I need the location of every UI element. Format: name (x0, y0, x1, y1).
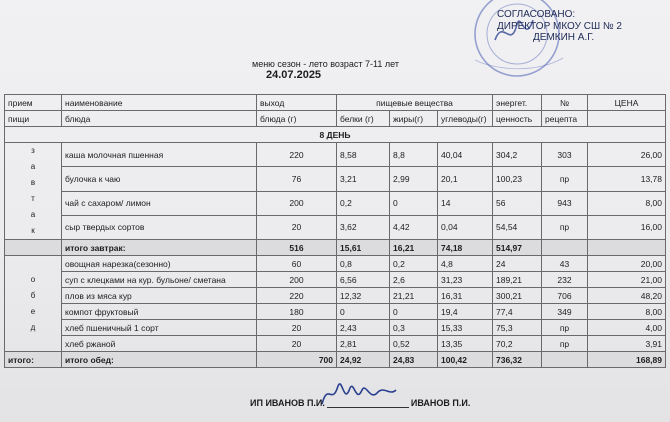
dish-price: 13,78 (588, 167, 666, 191)
dish-recipe: пр (542, 320, 588, 336)
dish-energy: 24 (493, 256, 542, 272)
lunch-total-row (5, 352, 666, 368)
dish-protein: 3,21 (337, 167, 390, 191)
dish-recipe: 349 (542, 304, 588, 320)
day-row (5, 127, 666, 143)
dish-yield: 220 (257, 288, 337, 304)
table-row (5, 320, 666, 336)
dish-name: суп с клецками на кур. бульоне/ сметана (62, 272, 257, 288)
dish-yield: 200 (257, 191, 337, 215)
menu-table (4, 94, 666, 368)
dish-price: 48,20 (588, 288, 666, 304)
total-yield: 700 (257, 352, 337, 368)
dish-protein: 3,62 (337, 215, 390, 239)
dish-name: плов из мяса кур (62, 288, 257, 304)
dish-fat: 0 (390, 304, 438, 320)
table-row (5, 256, 666, 272)
total-label: итого обед: (62, 352, 257, 368)
menu-title: меню сезон - лето возраст 7-11 лет (252, 59, 399, 69)
header-price-2 (588, 111, 666, 127)
dish-protein: 2,43 (337, 320, 390, 336)
dish-energy: 189,21 (493, 272, 542, 288)
table-row (5, 336, 666, 352)
day-label: 8 ДЕНЬ (5, 127, 666, 143)
dish-fat: 2,6 (390, 272, 438, 288)
dish-yield: 60 (257, 256, 337, 272)
dish-name: овощная нарезка(сезонно) (62, 256, 257, 272)
dish-protein: 6,56 (337, 272, 390, 288)
signature-line (250, 398, 470, 408)
dish-protein: 0,2 (337, 191, 390, 215)
total-spacer (5, 240, 62, 256)
dish-energy: 70,2 (493, 336, 542, 352)
total-price: 168,89 (588, 352, 666, 368)
dish-energy: 100,23 (493, 167, 542, 191)
dish-carbs: 20,1 (438, 167, 493, 191)
total-carbs: 100,42 (438, 352, 493, 368)
header-recipe: № (542, 95, 588, 111)
dish-fat: 0 (390, 191, 438, 215)
total-protein: 15,61 (337, 240, 390, 256)
dish-yield: 220 (257, 143, 337, 167)
total-energy: 736,32 (493, 352, 542, 368)
table-row (5, 167, 666, 191)
lunch-label: о б е д (5, 256, 62, 352)
dish-price: 20,00 (588, 256, 666, 272)
dish-fat: 8,8 (390, 143, 438, 167)
dish-price: 3,91 (588, 336, 666, 352)
dish-price: 16,00 (588, 215, 666, 239)
dish-price: 21,00 (588, 272, 666, 288)
dish-energy: 54,54 (493, 215, 542, 239)
dish-name: компот фруктовый (62, 304, 257, 320)
header-yield-2: блюда (г) (257, 111, 337, 127)
dish-yield: 200 (257, 272, 337, 288)
dish-name: каша молочная пшенная (62, 143, 257, 167)
header-row-2 (5, 111, 666, 127)
dish-yield: 180 (257, 304, 337, 320)
header-meal: прием (5, 95, 62, 111)
header-yield: выход (257, 95, 337, 111)
dish-price: 26,00 (588, 143, 666, 167)
menu-date: 24.07.2025 (266, 69, 322, 81)
dish-carbs: 13,35 (438, 336, 493, 352)
dish-price: 4,00 (588, 320, 666, 336)
dish-fat: 2,99 (390, 167, 438, 191)
dish-name: хлеб ржаной (62, 336, 257, 352)
dish-energy: 304,2 (493, 143, 542, 167)
dish-recipe: 303 (542, 143, 588, 167)
dish-recipe: 943 (542, 191, 588, 215)
header-recipe-2: рецепта (542, 111, 588, 127)
header-nutrients: пищевые вещества (337, 95, 493, 111)
header-price: ЦЕНА (588, 95, 666, 111)
total-price (588, 240, 666, 256)
dish-recipe: пр (542, 215, 588, 239)
dish-recipe: 706 (542, 288, 588, 304)
dish-carbs: 4,8 (438, 256, 493, 272)
dish-fat: 4,42 (390, 215, 438, 239)
dish-name: булочка к чаю (62, 167, 257, 191)
dish-carbs: 40,04 (438, 143, 493, 167)
dish-carbs: 0,04 (438, 215, 493, 239)
dish-price: 8,00 (588, 304, 666, 320)
approval-block (497, 9, 622, 44)
signature-underline (327, 407, 409, 408)
header-energy-2: ценность (493, 111, 542, 127)
dish-fat: 0,3 (390, 320, 438, 336)
header-protein: белки (г) (337, 111, 390, 127)
dish-protein: 0 (337, 304, 390, 320)
approval-heading: СОГЛАСОВАНО: (497, 9, 576, 20)
table-row (5, 215, 666, 239)
breakfast-label: з а в т а к (5, 143, 62, 240)
header-fat: жиры(г) (390, 111, 438, 127)
dish-carbs: 14 (438, 191, 493, 215)
dish-name: сыр твердых сортов (62, 215, 257, 239)
header-dish-2: блюда (62, 111, 257, 127)
dish-carbs: 15,33 (438, 320, 493, 336)
table-row (5, 191, 666, 215)
dish-carbs: 19,4 (438, 304, 493, 320)
dish-energy: 75,3 (493, 320, 542, 336)
signature-left: ИП ИВАНОВ П.И. (250, 398, 325, 408)
dish-energy: 77,4 (493, 304, 542, 320)
dish-protein: 8,58 (337, 143, 390, 167)
grand-total-label: итого: (5, 352, 62, 368)
total-recipe (542, 352, 588, 368)
dish-protein: 12,32 (337, 288, 390, 304)
table-row (5, 288, 666, 304)
header-row-1 (5, 95, 666, 111)
dish-yield: 20 (257, 215, 337, 239)
approval-position: ДИРЕКТОР МКОУ СШ № 2 (497, 20, 622, 32)
total-protein: 24,92 (337, 352, 390, 368)
total-label: итого завтрак: (62, 240, 257, 256)
header-meal-2: пищи (5, 111, 62, 127)
total-fat: 24,83 (390, 352, 438, 368)
table-row (5, 143, 666, 167)
breakfast-total-row (5, 240, 666, 256)
dish-yield: 20 (257, 320, 337, 336)
dish-recipe: 43 (542, 256, 588, 272)
total-energy: 514,97 (493, 240, 542, 256)
dish-yield: 76 (257, 167, 337, 191)
dish-protein: 0,8 (337, 256, 390, 272)
table-row (5, 304, 666, 320)
dish-fat: 0,2 (390, 256, 438, 272)
dish-carbs: 16,31 (438, 288, 493, 304)
table-row (5, 272, 666, 288)
dish-fat: 0,52 (390, 336, 438, 352)
header-dish: наименование (62, 95, 257, 111)
dish-fat: 21,21 (390, 288, 438, 304)
dish-energy: 300,21 (493, 288, 542, 304)
total-yield: 516 (257, 240, 337, 256)
dish-energy: 56 (493, 191, 542, 215)
header-energy: энергет. (493, 95, 542, 111)
dish-protein: 2,81 (337, 336, 390, 352)
header-carbs: углеводы(г) (438, 111, 493, 127)
dish-name: чай с сахаром/ лимон (62, 191, 257, 215)
total-carbs: 74,18 (438, 240, 493, 256)
dish-recipe: пр (542, 167, 588, 191)
dish-recipe: пр (542, 336, 588, 352)
dish-carbs: 31,23 (438, 272, 493, 288)
dish-price: 8,00 (588, 191, 666, 215)
signature-right: ИВАНОВ П.И. (410, 398, 471, 408)
dish-yield: 20 (257, 336, 337, 352)
total-fat: 16,21 (390, 240, 438, 256)
approval-name: ДЕМКИН А.Г. (533, 32, 595, 43)
dish-recipe: 232 (542, 272, 588, 288)
total-recipe (542, 240, 588, 256)
dish-name: хлеб пшеничный 1 сорт (62, 320, 257, 336)
